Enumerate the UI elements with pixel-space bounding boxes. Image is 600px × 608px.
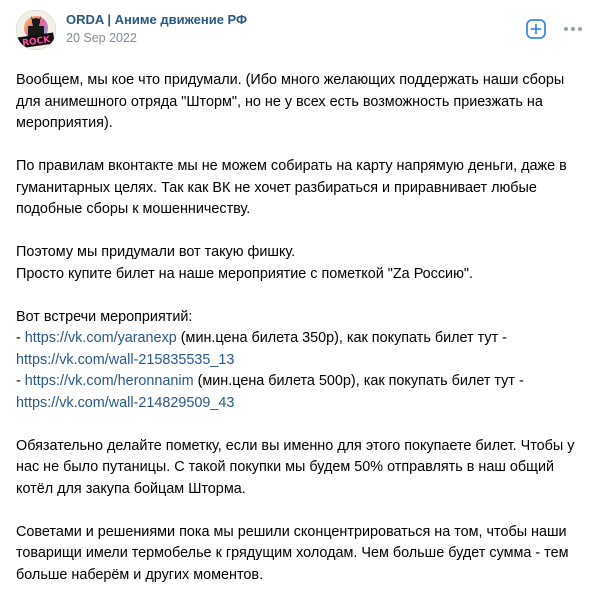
more-horizontal-icon	[562, 18, 584, 40]
event-2-link[interactable]: https://vk.com/heronnanim	[24, 373, 194, 389]
paragraph-3-line-1: Поэтому мы придумали вот такую фишку.	[16, 244, 296, 260]
events-intro: Вот встречи мероприятий:	[16, 308, 193, 325]
add-button[interactable]	[525, 18, 547, 40]
post-text	[16, 70, 586, 608]
avatar-image	[16, 10, 56, 50]
add-square-icon	[525, 18, 547, 40]
event-1-prefix: -	[16, 330, 25, 346]
avatar[interactable]	[16, 10, 56, 50]
event-2-prefix: -	[16, 373, 25, 389]
paragraph-3-line-2: Просто купите билет на наше мероприятие с пометкой "Zа Россию".	[16, 265, 473, 282]
avatar-text: ROCK	[21, 35, 51, 49]
event-2-ticket-link[interactable]: https://vk.com/wall-214829509_43	[16, 394, 235, 411]
event-1-ticket-link[interactable]: https://vk.com/wall-215835535_13	[16, 351, 235, 368]
paragraph-2: По правилам вконтакте мы не можем собирать на карту напрямую деньги, даже в гуманитарных целях. Так как ВК не хочет разбираться и приравнивает любые подобные сборы к мошенничеству.	[16, 158, 567, 217]
event-2-text: (мин.цена билета 500р), как покупать билет тут -	[193, 373, 524, 389]
events-list	[16, 307, 586, 415]
paragraph-6: Советами и решениями пока мы решили сконцентрироваться на том, чтобы наши товарищи имели термобелье к грядущим холодам. Чем больше будет сумма - тем больше наберём и других моментов.	[16, 523, 569, 583]
more-button[interactable]	[562, 18, 584, 40]
event-1-text: (мин.цена билета 350р), как покупать билет тут -	[176, 330, 507, 346]
post-date[interactable]: 20 Sep 2022	[66, 31, 137, 45]
paragraph-5: Обязательно делайте пометку, если вы именно для этого покупаете билет. Чтобы у нас не было путаницы. С такой покупки мы будем 50% отправлять в наш общий котёл для закупа бойцам Шторма.	[16, 437, 575, 497]
event-1-link[interactable]: https://vk.com/yaranexp	[24, 330, 177, 346]
post-header	[16, 10, 584, 50]
paragraph-3	[16, 242, 586, 285]
paragraph-1: Вообщем, мы кое что придумали. (Ибо много желающих поддержать наши сборы для анимешного отряда "Шторм", но не у всех есть возможность приезжать на мероприятия).	[16, 72, 565, 131]
author-name[interactable]: ORDA | Аниме движение РФ	[66, 12, 248, 27]
